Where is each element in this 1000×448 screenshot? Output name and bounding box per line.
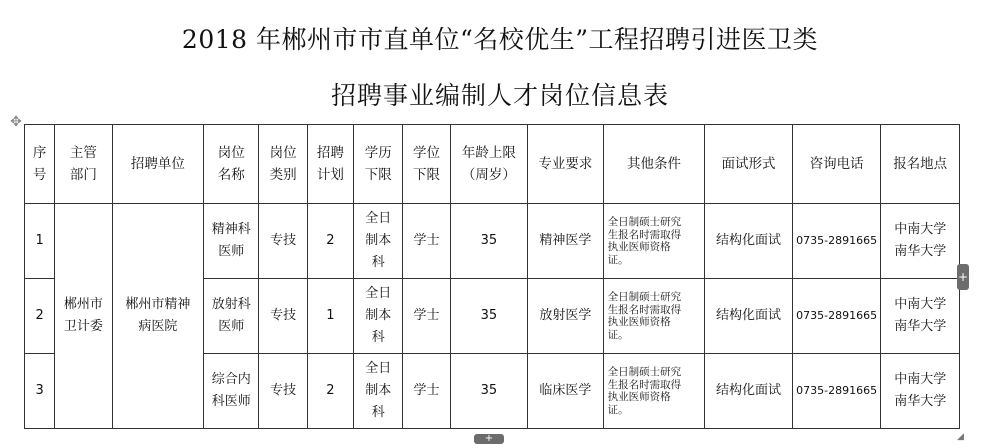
header-dept: 主管 部门 <box>55 125 112 204</box>
header-edu: 学历 下限 <box>354 125 403 204</box>
cell-other: 全日制硕士研究 生报名时需取得 执业医师资格 证。 <box>603 204 705 279</box>
cell-other: 全日制硕士研究 生报名时需取得 执业医师资格 证。 <box>603 279 705 354</box>
cell-post-type: 专技 <box>259 204 307 279</box>
cell-post-type: 专技 <box>259 279 307 354</box>
cell-plan: 2 <box>307 354 353 429</box>
add-column-plus-icon[interactable]: + <box>957 264 969 290</box>
cell-post-name: 综合内 科医师 <box>204 354 259 429</box>
cell-age: 35 <box>450 354 527 429</box>
cell-major: 临床医学 <box>528 354 603 429</box>
cell-degree: 学士 <box>403 279 450 354</box>
cell-location: 中南大学 南华大学 <box>881 204 960 279</box>
document-subtitle: 招聘事业编制人才岗位信息表 <box>330 81 669 110</box>
cell-interview: 结构化面试 <box>705 279 793 354</box>
cell-location: 中南大学 南华大学 <box>881 279 960 354</box>
header-major: 专业要求 <box>528 125 603 204</box>
cell-phone: 0735-2891665 <box>792 204 881 279</box>
add-row-plus-icon[interactable]: + <box>474 434 504 444</box>
header-age: 年龄上限 （周岁） <box>450 125 527 204</box>
cell-major: 放射医学 <box>528 279 603 354</box>
cell-edu: 全日 制本 科 <box>354 354 403 429</box>
cell-post-name: 放射科 医师 <box>204 279 259 354</box>
cell-location: 中南大学 南华大学 <box>881 354 960 429</box>
cell-seq: 2 <box>25 279 55 354</box>
table-row <box>25 204 960 279</box>
cell-degree: 学士 <box>403 354 450 429</box>
header-interview: 面试形式 <box>705 125 793 204</box>
cell-degree: 学士 <box>403 204 450 279</box>
cell-phone: 0735-2891665 <box>792 354 881 429</box>
header-location: 报名地点 <box>881 125 960 204</box>
cell-plan: 1 <box>307 279 353 354</box>
cell-edu: 全日 制本 科 <box>354 204 403 279</box>
header-unit: 招聘单位 <box>112 125 204 204</box>
cell-seq: 3 <box>25 354 55 429</box>
cell-unit: 郴州市精神 病医院 <box>112 204 204 429</box>
cell-post-type: 专技 <box>259 354 307 429</box>
cell-interview: 结构化面试 <box>705 204 793 279</box>
header-seq: 序 号 <box>25 125 55 204</box>
cell-phone: 0735-2891665 <box>792 279 881 354</box>
header-phone: 咨询电话 <box>792 125 881 204</box>
header-post-name: 岗位 名称 <box>204 125 259 204</box>
header-post-type: 岗位 类别 <box>259 125 307 204</box>
header-plan: 招聘 计划 <box>307 125 353 204</box>
cell-edu: 全日 制本 科 <box>354 279 403 354</box>
cell-other: 全日制硕士研究 生报名时需取得 执业医师资格 证。 <box>603 354 705 429</box>
cell-dept: 郴州市 卫计委 <box>55 204 112 429</box>
cell-plan: 2 <box>307 204 353 279</box>
cell-interview: 结构化面试 <box>705 354 793 429</box>
resize-corner-icon[interactable]: ◢ <box>957 432 964 442</box>
header-row <box>25 125 960 204</box>
table-move-handle-icon[interactable]: ✥ <box>10 114 22 130</box>
document-title: 2018 年郴州市市直单位“名校优生”工程招聘引进医卫类 <box>181 25 819 54</box>
cell-age: 35 <box>450 204 527 279</box>
cell-post-name: 精神科 医师 <box>204 204 259 279</box>
header-other: 其他条件 <box>603 125 705 204</box>
recruitment-table <box>24 124 960 429</box>
cell-age: 35 <box>450 279 527 354</box>
cell-major: 精神医学 <box>528 204 603 279</box>
header-degree: 学位 下限 <box>403 125 450 204</box>
cell-seq: 1 <box>25 204 55 279</box>
